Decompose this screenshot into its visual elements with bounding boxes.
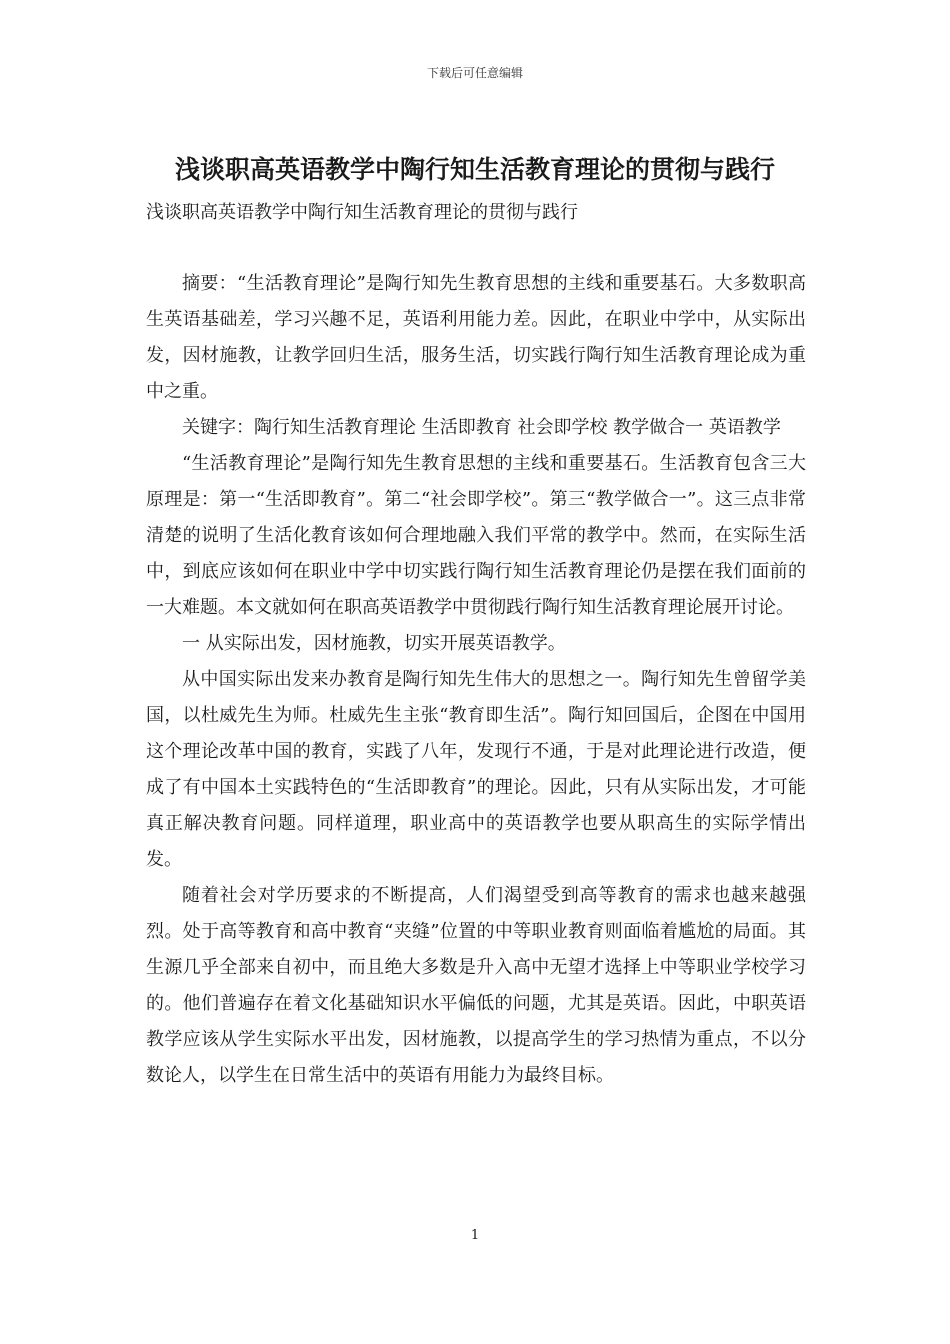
header-note: 下载后可任意编辑 bbox=[426, 66, 523, 80]
body-paragraph: 从中国实际出发来办教育是陶行知先生伟大的思想之一。陶行知先生曾留学美国，以杜威先生为师。杜威先生主张“教育即生活”。陶行知回国后，企图在中国用这个理论改革中国的教育，实践了八年，发现行不通，于是对此理论进行改造，便成了有中国本土实践特色的“生活即教育”的理论。因此，只有从实际出发，才可能真正解决教育问题。同样道理，职业高中的英语教学也要从职高生的实际学情出发。 bbox=[146, 669, 806, 870]
document-subtitle: 浅谈职高英语教学中陶行知生活教育理论的贯彻与践行 bbox=[146, 202, 578, 223]
document-title: 浅谈职高英语教学中陶行知生活教育理论的贯彻与践行 bbox=[174, 155, 775, 184]
section-heading: 一 从实际出发，因材施教，切实开展英语教学。 bbox=[182, 633, 566, 654]
document-body bbox=[146, 266, 806, 1094]
body-paragraph: 随着社会对学历要求的不断提高，人们渴望受到高等教育的需求也越来越强烈。处于高等教育和高中教育“夹缝”位置的中等职业教育则面临着尴尬的局面。其生源几乎全部来自初中，而且绝大多数是升入高中无望才选择上中等职业学校学习的。他们普遍存在着文化基础知识水平偏低的问题，尤其是英语。因此，中职英语教学应该从学生实际水平出发，因材施教，以提高学生的学习热情为重点，不以分数论人，以学生在日常生活中的英语有用能力为最终目标。 bbox=[146, 885, 806, 1086]
abstract-paragraph: 摘要：“生活教育理论”是陶行知先生教育思想的主线和重要基石。大多数职高生英语基础差，学习兴趣不足，英语利用能力差。因此，在职业中学中，从实际出发，因材施教，让教学回归生活，服务生活，切实践行陶行知生活教育理论成为重中之重。 bbox=[146, 273, 806, 402]
keywords-paragraph: 关键字：陶行知生活教育理论 生活即教育 社会即学校 教学做合一 英语教学 bbox=[182, 417, 781, 438]
body-paragraph: “生活教育理论”是陶行知先生教育思想的主线和重要基石。生活教育包含三大原理是：第一“生活即教育”。第二“社会即学校”。第三“教学做合一”。这三点非常清楚的说明了生活化教育该如何合理地融入我们平常的教学中。然而，在实际生活中，到底应该如何在职业中学中切实践行陶行知生活教育理论仍是摆在我们面前的一大难题。本文就如何在职高英语教学中贯彻践行陶行知生活教育理论展开讨论。 bbox=[146, 453, 806, 618]
page-number: 1 bbox=[470, 1228, 480, 1243]
